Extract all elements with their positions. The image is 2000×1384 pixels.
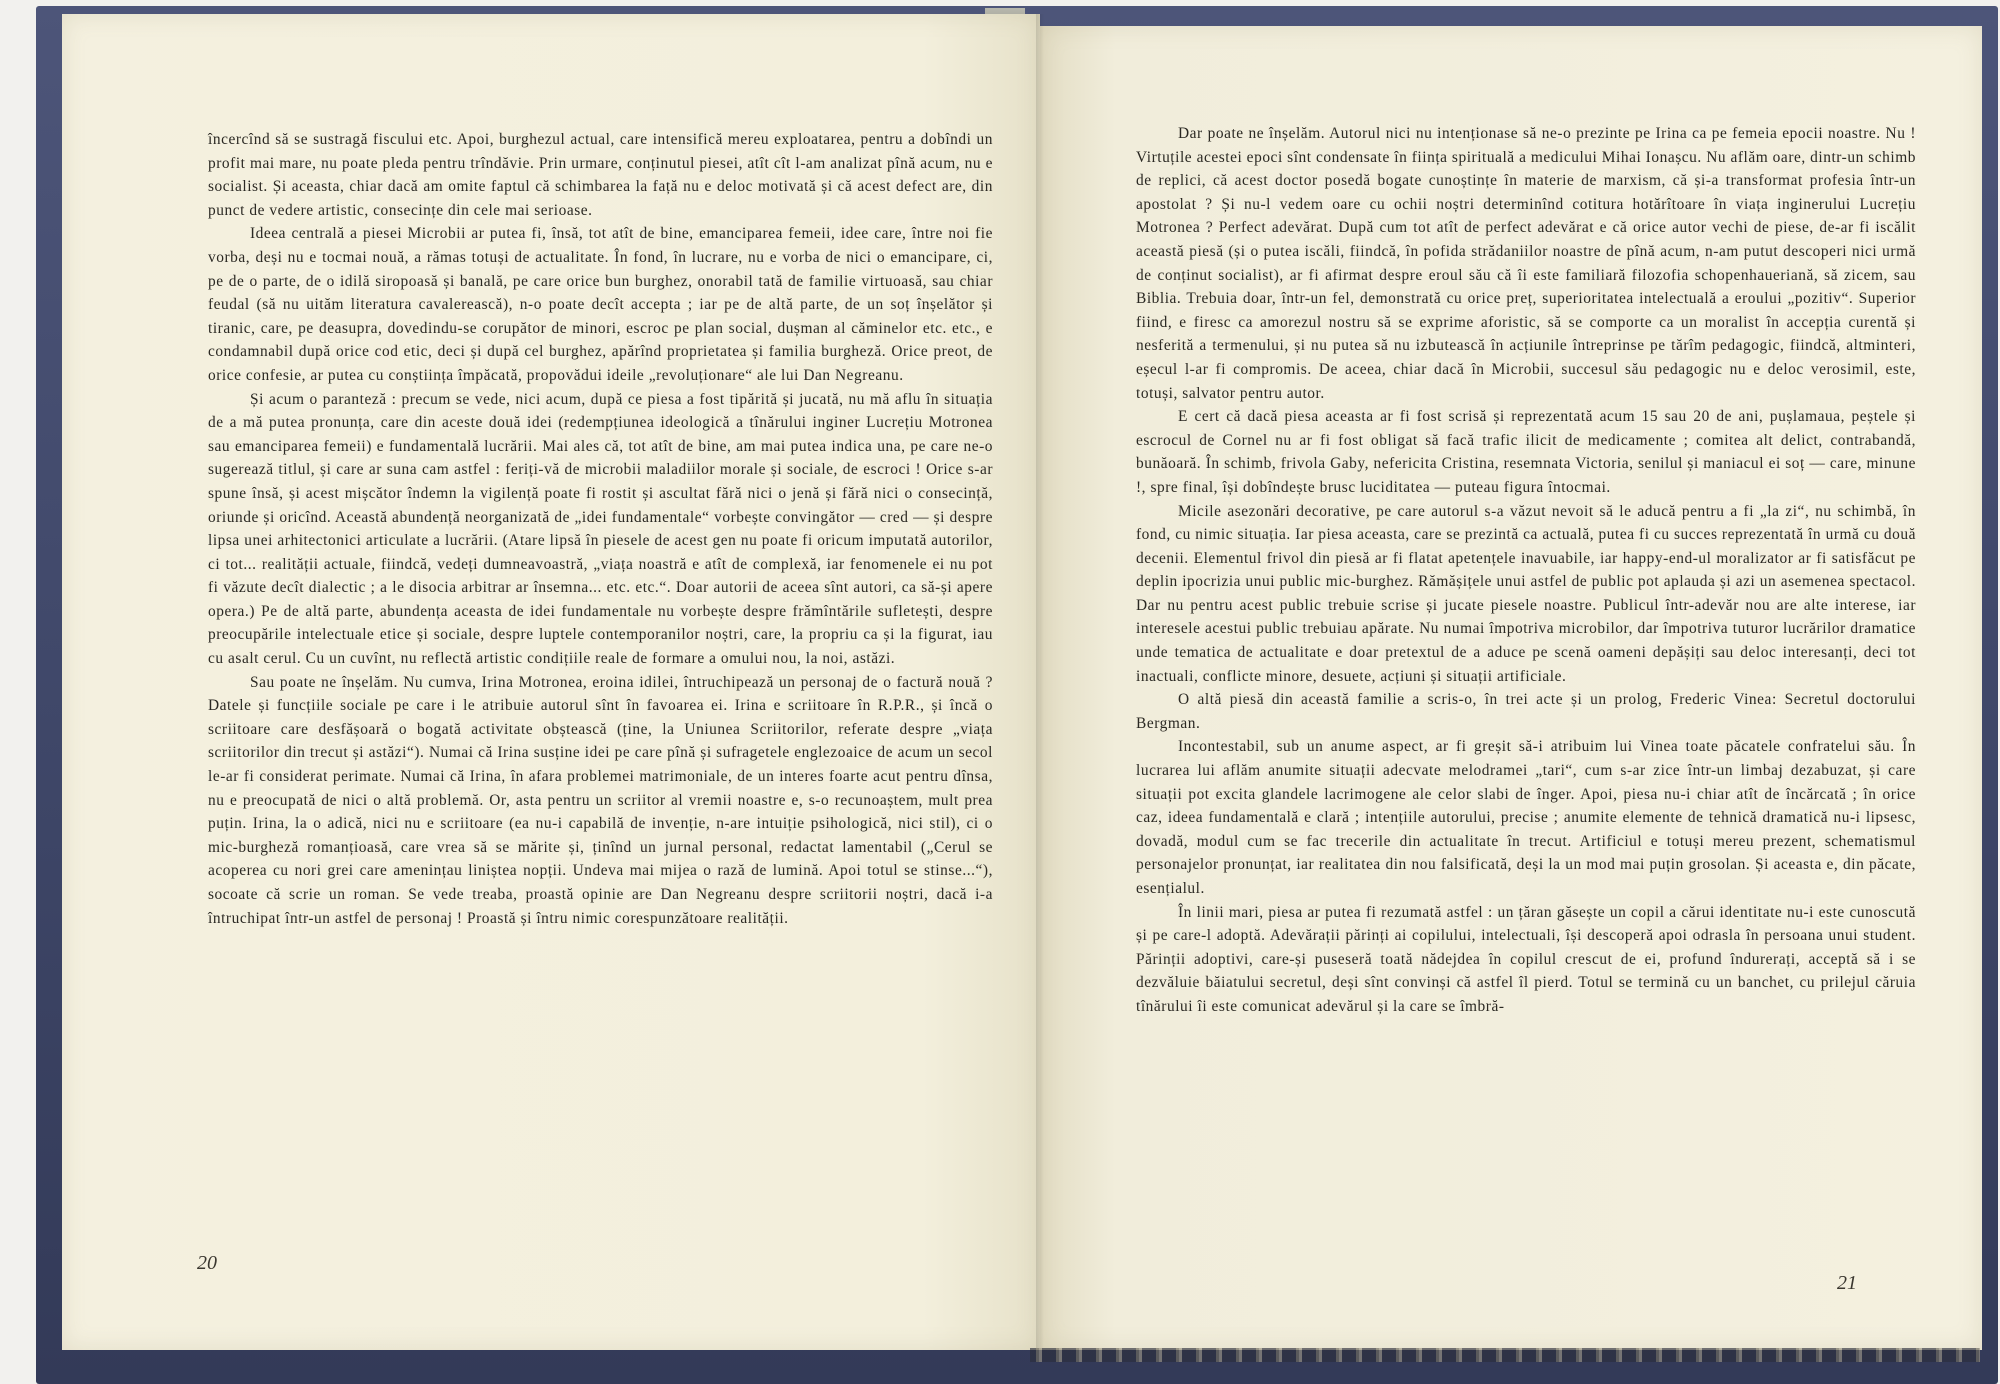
page-number: 20 [197, 1252, 217, 1274]
paragraph: Incontestabil, sub un anume aspect, ar fi greșit să-i atribuim lui Vinea toate păcatele confratelui său. În lucrarea lui aflăm anumite situații adecvate melodramei „tari“, cum s-ar zice într-un limbaj dezabuzat, și care situații pot excita glandele lacrimogene ale celor slabi de înger. Apoi, piesa nu-i chiar atît de încărcată ; în orice caz, ideea fundamentală e clară ; intențiile autorului, precise ; anumite elemente de tehnică dramatică nu-i lipsesc, dovadă, modul cum se fac trecerile din actualitate în trecut. Artificiul e totuși mereu prezent, schematismul personajelor pronunțat, iar realitatea din nou falsificată, deși la un mod mai puțin grosolan. Și aceasta e, din păcate, esențialul. [1136, 738, 1916, 897]
paragraph: În linii mari, piesa ar putea fi rezumată astfel : un țăran găsește un copil a cărui identitate nu-i este cunoscută și pe care-l adoptă. Adevărații părinți ai copilului, intelectuali, își descoperă apoi odrasla în persoana unui student. Părinții adoptivi, care-și puseseră toată nădejdea în copilul crescut de ei, profund îndurerați, acceptă să i se dezvăluie băiatului secretul, deși sînt convinși că astfel îl pierd. Totul se termină cu un banchet, cu prilejul căruia tînărului îi este comunicat adevărul și la care se îmbră- [1136, 903, 1916, 1015]
binding-edge [1030, 1348, 1980, 1362]
page-number: 21 [1837, 1272, 1857, 1294]
paragraph: E cert că dacă piesa aceasta ar fi fost scrisă și reprezentată acum 15 sau 20 de ani, pușlamaua, peștele și escrocul de Cornel nu ar fi fost obligat să facă trafic ilicit de medicamente ; comitea alt delict, contrabandă, bunăoară. În schimb, frivola Gaby, nefericita Cristina, resemnata Victoria, senilul și maniacul ei soț — care, minune !, spre final, își dobîndește brusc luciditatea — puteau figura întocmai. [1136, 408, 1916, 496]
book-gutter [1036, 14, 1044, 1350]
paragraph: încercînd să se sustragă fiscului etc. Apoi, burghezul actual, care intensifică mereu exploatarea, pentru a dobîndi un profit mai mare, nu poate pleda pentru trîndăvie. Prin urmare, conținutul piesei, atît cît l-am analizat pînă acum, nu e socialist. Și aceasta, chiar dacă am omite faptul că schimbarea la față nu e deloc motivată și că acest defect are, din punct de vedere artistic, consecințe din cele mai serioase. [208, 131, 993, 219]
paragraph: O altă piesă din această familie a scris-o, în trei acte și un prolog, Frederic Vinea: Secretul doctorului Bergman. [1136, 691, 1916, 732]
paragraph: Micile asezonări decorative, pe care autorul s-a văzut nevoit să le aducă pentru a fi „la zi“, nu schimbă, în fond, cu nimic situația. Iar piesa aceasta, care se prezintă ca actuală, putea fi cu succes reprezentată în urmă cu două decenii. Elementul frivol din piesă ar fi flatat apetențele inavuabile, iar happy-end-ul moralizator ar fi satisfăcut pe deplin ipocrizia unui public mic-burghez. Rămășițele unui astfel de public pot aplauda și azi un asemenea spectacol. Dar nu pentru acest public trebuie scrise și jucate piesele noastre. Publicul într-adevăr nou are alte interese, iar interesele acestui public trebuiau apărate. Nu numai împotriva microbilor, dar împotriva tuturor lucrărilor dramatice unde tematica de actualitate e doar pretextul de a aduce pe scenă oameni depășiți sau deloc interesanți, deci tot inactuali, conflicte minore, desuete, acțiuni și situații artificiale. [1136, 502, 1916, 685]
right-page-text [1136, 122, 1916, 1019]
paragraph: Ideea centrală a piesei Microbii ar putea fi, însă, tot atît de bine, emanciparea femeii, idee care, între noi fie vorba, deși nu e tocmai nouă, a rămas totuși de actualitate. În fond, în lucrare, nu e vorba de nici o emancipare, ci, pe de o parte, de o idilă siropoasă și banală, pe care orice bun burghez, onorabil tată de familie virtuoasă, sau chiar feudal (să nu uităm literatura cavalerească), n-o poate decît accepta ; iar pe de altă parte, de un soț înșelător și tiranic, care, pe deasupra, dovedindu-se corupător de minori, escroc pe plan social, dușman al căminelor etc. etc., e condamnabil după orice cod etic, deci și după cel burghez, apărînd proprietatea și familia burgheză. Orice preot, de orice confesie, ar putea cu conștiința împăcată, propovădui ideile „revoluționare“ ale lui Dan Negreanu. [208, 225, 993, 384]
left-page-text [208, 128, 993, 930]
paragraph: Dar poate ne înșelăm. Autorul nici nu intenționase să ne-o prezinte pe Irina ca pe femeia epocii noastre. Nu ! Virtuțile acestei epoci sînt condensate în ființa spirituală a medicului Mihai Ionașcu. Nu aflăm oare, dintr-un schimb de replici, că acest doctor posedă bogate cunoștințe în materie de marxism, că și-a transformat profesia într-un apostolat ? Și nu-l vedem oare cu ochii noștri determinînd cotitura hotărîtoare în viața inginerului Lucrețiu Motronea ? Perfect adevărat. După cum tot atît de perfect adevărat e că orice autor vechi de piese, de-ar fi iscălit această piesă (și o putea iscăli, fiindcă, în pofida strădaniilor noastre de pînă acum, n-am putut descoperi nici urmă de conținut socialist), ar fi afirmat despre eroul său că îi este familiară filozofia schopenhaueriană, să zicem, sau Biblia. Trebuia doar, într-un fel, demonstrată cu orice preț, superioritatea intelectuală a eroului „pozitiv“. Superior fiind, e firesc ca amorezul nostru să se exprime aforistic, să se comporte ca un moralist în accepția curentă și nesferită a termenului, și nu putea să nu izbutească în acțiunile întreprinse pe tărîm pedagogic, fiindcă, altminteri, eșecul l-ar fi compromis. De aceea, chiar dacă în Microbii, succesul său pedagogic nu e deloc verosimil, este, totuși, salvator pentru autor. [1136, 125, 1916, 402]
left-page [62, 14, 1040, 1350]
paragraph: Sau poate ne înșelăm. Nu cumva, Irina Motronea, eroina idilei, întruchipează un personaj de o factură nouă ? Datele și funcțiile sociale pe care i le atribuie autorul sînt în favoarea ei. Irina e scriitoare în R.P.R., și încă o scriitoare care desfășoară o bogată activitate obștească (ține, la Uniunea Scriitorilor, referate despre „viața scriitorilor din trecut și astăzi“). Numai că Irina susține idei pe care pînă și sufragetele englezoaice de acum un secol le-ar fi considerat perimate. Numai că Irina, în afara problemei matrimoniale, de un interes foarte acut pentru dînsa, nu e preocupată de nici o altă problemă. Or, asta pentru un scriitor al vremii noastre e, s-o recunoaștem, mult prea puțin. Irina, la o adică, nici nu e scriitoare (ea nu-i capabilă de invenție, n-are intuiție psihologică, nici stil), ci o mic-burgheză romanțioasă, care vrea să se mărite și, ținînd un jurnal personal, redactat lamentabil („Cerul se acoperea cu nori grei care amenințau liniștea nopții. Undeva mai mijea o rază de lumină. Apoi totul se stinse...“), socoate că scrie un roman. Se vede treaba, proastă opinie are Dan Negreanu despre scriitorii noștri, dacă i-a întruchipat într-un astfel de personaj ! Proastă și întru nimic corespunzătoare realității. [208, 673, 993, 927]
right-page [1040, 26, 1982, 1350]
paragraph: Și acum o paranteză : precum se vede, nici acum, după ce piesa a fost tipărită și jucată, nu mă aflu în situația de a mă putea pronunța, care din aceste două idei (redempțiunea ideologică a tînărului inginer Lucrețiu Motronea sau emanciparea femeii) e fundamentală lucrării. Mai ales că, tot atît de bine, am mai putea indica una, pe care ne-o sugerează titlul, și care ar suna cam astfel : feriți-vă de microbii maladiilor morale și sociale, de escroci ! Orice s-ar spune însă, și acest mișcător îndemn la vigilență poate fi rostit și ascultat fără nici o jenă și fără nici o consecință, oriunde și oricînd. Această abundență neorganizată de „idei fundamentale“ vorbește convingător — cred — și despre lipsa unei arhitectonici articulate a lucrării. (Atare lipsă în piesele de acest gen nu poate fi oricum imputată autorilor, ci tot... realității actuale, fiindcă, vedeți dumneavoastră, „viața noastră e atît de complexă, iar fenomenele ei nu pot fi văzute decît dialectic ; a le disocia arbitrar ar însemna... etc. etc.“. Doar autorii de aceea sînt autori, ca să-și apere opera.) Pe de altă parte, abundența aceasta de idei fundamentale nu vorbește despre frămîntările sufletești, despre preocupările intelectuale etice și sociale, despre luptele contemporanilor noștri, care, la propriu ca și la figurat, iau cu asalt cerul. Cu un cuvînt, nu reflectă artistic condițiile reale de formare a omului nou, la noi, astăzi. [208, 390, 993, 668]
